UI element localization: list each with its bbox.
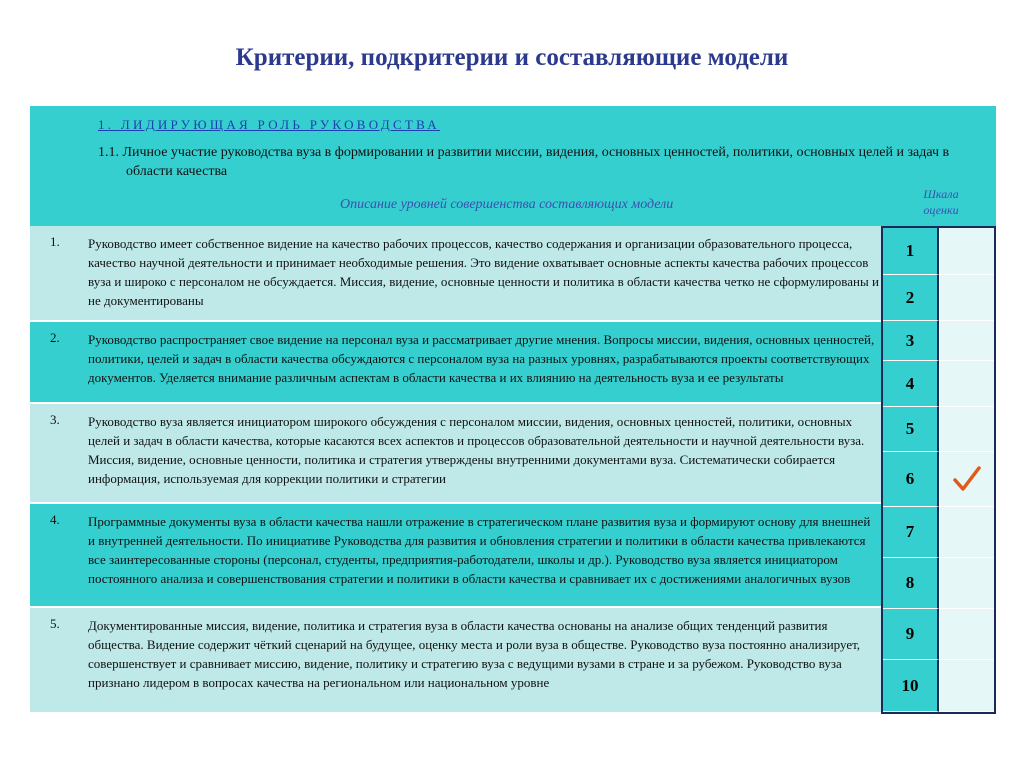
level-row [30, 404, 882, 502]
score-cell: 2 [883, 275, 939, 321]
criterion-title: 1. ЛИДИРУЮЩАЯ РОЛЬ РУКОВОДСТВА [98, 117, 440, 132]
level-row [30, 504, 882, 606]
level-description: Руководство распространяет свое видение на персонал вуза и рассматривает другие мнения. Вопросы миссии, видения, основных ценностей, политики, целей и задач в области качества обсуждаются с персоналом вуза на разных уровнях, разрабатываются проекты соответствующих документов. Уделяется внимание различным аспектам в области качества и их влиянию на деятельность вуза и ее результаты [88, 332, 875, 385]
score-cell: 10 [883, 660, 939, 712]
level-description: Программные документы вуза в области качества нашли отражение в стратегическом плане развития вуза и формируют основу для внешней и внутренней деятельности. По инициативе Руководства для развития и обновления стратегии и политики в области качества привлекаются все заинтересованные стороны (персонал, студенты, предприятия-работодатели, школы и др.). Руководство вуза является инициатором постоянного анализа и совершенствования стратегии и политики в области качества и сравнивает их с достижениями аналогичных вузов [88, 514, 871, 586]
level-description: Руководство вуза является инициатором широкого обсуждения с персоналом миссии, видения, основных ценностей, политики, основных целей и задач в области качества, которые касаются всех аспектов и процессов образовательной деятельности и научной деятельности вуза. Миссия, видение, основные ценности, политика и стратегия утверждены внутренними документами вуза. Систематически собирается информация, используемая для коррекции политики и стратегии [88, 414, 865, 486]
score-cell: 7 [883, 507, 939, 558]
scale-header: Шкала оценки [923, 187, 959, 217]
level-description: Документированные миссия, видение, политика и стратегия вуза в области качества основаны на анализе общих тенденций развития общества. Видение содержит чёткий сценарий на будущее, оценку места и роли вуза в обществе. Руководство вуза постоянно анализирует, совершенствует и сравнивает миссию, видение, политику и стратегию вуза с ведущими вузами в стране и за рубежом. Руководство вуза признано лидером в вопросах качества на региональном или национальном уровне [88, 618, 861, 690]
score-mark-cell[interactable] [940, 321, 994, 361]
score-cell: 8 [883, 558, 939, 609]
level-number: 4. [50, 512, 60, 527]
score-cell: 4 [883, 361, 939, 407]
score-cell: 1 [883, 228, 939, 275]
score-cell: 5 [883, 407, 939, 452]
score-mark-cell[interactable] [940, 407, 994, 452]
score-mark-cell[interactable] [940, 361, 994, 407]
score-cell: 9 [883, 609, 939, 660]
score-cell: 3 [883, 321, 939, 361]
level-number: 2. [50, 330, 60, 345]
subcriterion-text: 1.1. Личное участие руководства вуза в формировании и развитии миссии, видения, основных ценностей, политики, основных целей и задач в области качества [98, 145, 950, 179]
level-number: 3. [50, 412, 60, 427]
score-scale [881, 226, 996, 714]
score-mark-cell[interactable] [940, 609, 994, 660]
score-mark-cell[interactable] [940, 275, 994, 321]
score-mark-cell[interactable] [940, 228, 994, 275]
level-row [30, 608, 882, 712]
slide-title: Критерии, подкритерии и составляющие модели [235, 44, 789, 71]
description-header: Описание уровней совершенства составляющих модели [340, 197, 674, 212]
level-row [30, 322, 882, 402]
checkmark-icon [952, 465, 982, 493]
level-number: 5. [50, 616, 60, 631]
score-mark-cell[interactable] [940, 507, 994, 558]
score-cell: 6 [883, 452, 939, 507]
score-mark-cell[interactable] [940, 558, 994, 609]
level-row [30, 226, 882, 320]
level-number: 1. [50, 234, 60, 249]
level-description: Руководство имеет собственное видение на качество рабочих процессов, качество содержания и организации образовательного процесса, качество научной деятельности и принимает необходимые решения. Это видение охватывает основные аспекты качества рабочих процессов вуза и широко с персоналом не обсуждается. Миссия, видение, основные ценности и политика в области качества четко не сформулированы и не документированы [88, 236, 879, 308]
score-mark-cell[interactable] [940, 452, 994, 507]
score-mark-cell[interactable] [940, 660, 994, 712]
